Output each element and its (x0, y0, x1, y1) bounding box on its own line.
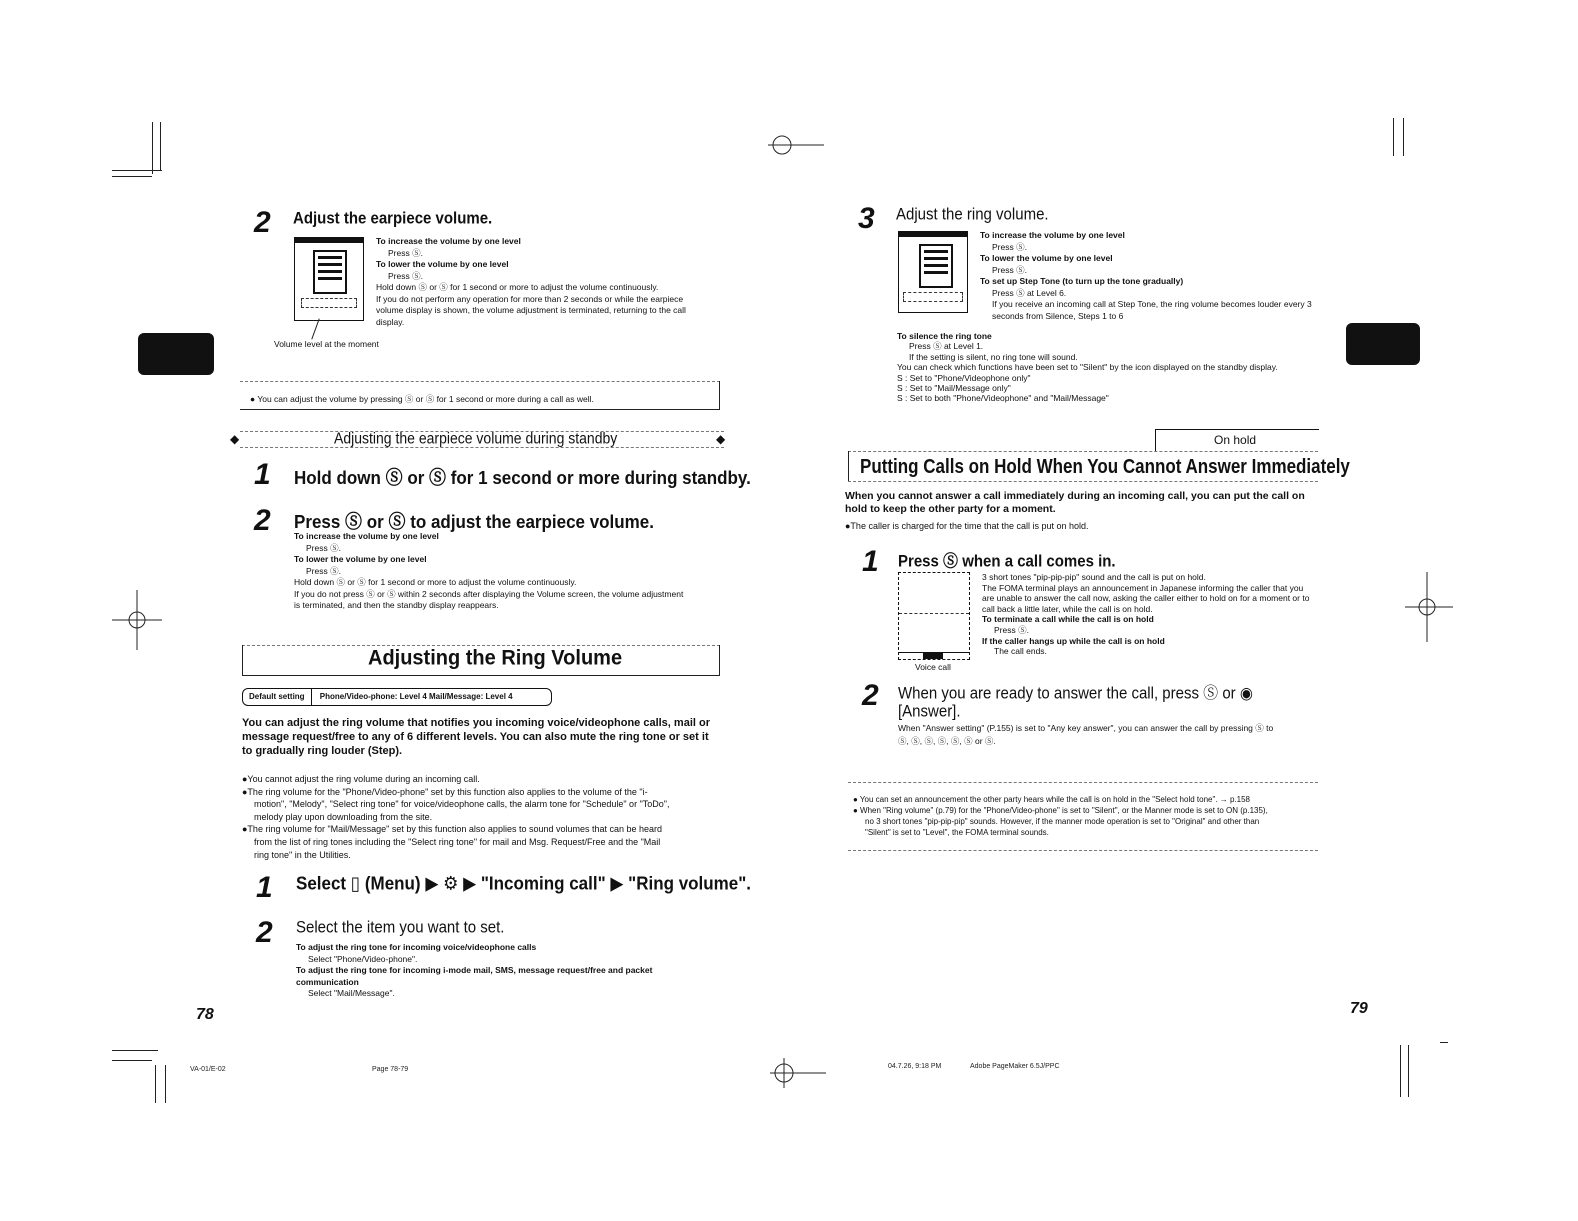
detail-line: To set up Step Tone (to turn up the tone gradually) (980, 276, 1184, 286)
detail-line: is terminated, and then the standby display reappears. (294, 600, 499, 610)
detail-line: If the caller hangs up while the call is on hold (982, 635, 1165, 646)
detail-line: Press Ⓢ. (992, 264, 1027, 275)
detail-line: Select "Mail/Message". (308, 988, 395, 998)
default-setting-box (242, 688, 552, 706)
step-heading: Hold down Ⓢ or Ⓢ for 1 second or more during standby. (294, 467, 751, 489)
crop-mark (112, 176, 152, 177)
index-tag (1155, 429, 1319, 452)
intro-paragraph: When you cannot answer a call immediately during an incoming call, you can put the call on hold to keep the other party for a moment. (845, 490, 1305, 515)
detail-line: To adjust the ring tone for incoming i-mode mail, SMS, message request/free and packet (296, 965, 653, 975)
step-heading: Adjust the earpiece volume. (293, 209, 493, 228)
crop-mark (112, 170, 162, 171)
step-note: Ⓢ, Ⓢ, Ⓢ, Ⓢ, Ⓢ, Ⓢ or Ⓢ. (898, 736, 996, 746)
bullet-item: ●The ring volume for "Mail/Message" set by this function also applies to sound volumes that can be heard (242, 824, 663, 835)
step-number: 2 (256, 916, 273, 949)
step-heading: Press Ⓢ or Ⓢ to adjust the earpiece volume. (294, 511, 654, 533)
detail-line: The call ends. (994, 646, 1047, 657)
section-rule (240, 447, 724, 448)
bullet-item: melody play upon downloading from the site. (254, 811, 433, 822)
crop-mark (1408, 1045, 1409, 1097)
detail-line: If you do not perform any operation for more than 2 seconds or while the earpiece (376, 293, 684, 304)
bullet-list (242, 773, 669, 861)
detail-line: Press Ⓢ. (388, 270, 423, 281)
step-heading: Select the item you want to set. (296, 918, 505, 937)
phone-screen-image (898, 231, 968, 313)
crop-mark (1440, 1042, 1448, 1043)
section-title: Adjusting the Ring Volume (368, 646, 623, 670)
detail-line: S : Set to "Mail/Message only" (897, 383, 1011, 394)
detail-line: If you receive an incoming call at Step Tone, the ring volume becomes louder every 3 (992, 299, 1312, 309)
detail-line: display. (376, 316, 405, 327)
registration-mark (1405, 572, 1455, 642)
memo-note: "Silent" is set to "Level", the FOMA terminal sounds. (865, 828, 1049, 837)
detail-line: To increase the volume by one level (294, 531, 439, 541)
detail-line: Press Ⓢ. (306, 542, 341, 553)
crop-mark (155, 1065, 156, 1103)
section-title: Adjusting the earpiece volume during standby (334, 429, 618, 447)
detail-line: volume display is shown, the volume adjustment is terminated, returning to the call (376, 305, 686, 315)
section-rule (242, 645, 243, 675)
footer-application: Adobe PageMaker 6.5J/PPC (970, 1063, 1060, 1070)
detail-line: Press Ⓢ. (306, 565, 341, 576)
page-number: 78 (196, 1006, 214, 1023)
registration-mark (768, 132, 824, 158)
detail-line: Press Ⓢ at Level 1. (909, 341, 984, 352)
detail-line: To terminate a call while the call is on hold (982, 614, 1154, 625)
step-note: When "Answer setting" (P.155) is set to "Any key answer", you can answer the call by pressing Ⓢ to (898, 723, 1274, 733)
silence-details (897, 331, 1278, 404)
memo-note: ● You can adjust the volume by pressing Ⓢ or Ⓢ for 1 second or more during a call as well. (250, 394, 594, 404)
footer-filename: VA-01/E-02 (190, 1066, 226, 1073)
step-number: 2 (254, 504, 271, 537)
step-details (376, 236, 686, 328)
step-heading: Press Ⓢ when a call comes in. (898, 552, 1116, 571)
detail-line: If the setting is silent, no ring tone will sound. (909, 351, 1078, 362)
step-details (982, 572, 1309, 657)
intro-paragraph: You can adjust the ring volume that notifies you incoming voice/videophone calls, mail or message request/free to any of 6 different levels. You can also mute the ring tone or set it to gradually ring louder (Step). (242, 717, 710, 757)
bullet-item: motion", "Melody", "Select ring tone" for voice/videophone calls, the alarm tone for "Schedule" or "ToDo", (254, 799, 670, 810)
detail-line: S : Set to "Phone/Videophone only" (897, 372, 1031, 383)
step-heading: When you are ready to answer the call, press Ⓢ or ◉ (898, 684, 1253, 703)
step-heading: Select ▯ (Menu) ▶ ⚙ ▶ "Incoming call" ▶ "Ring volume". (296, 873, 751, 894)
phone-screen-image (294, 237, 364, 321)
note-border (240, 409, 720, 410)
detail-line: To lower the volume by one level (294, 554, 427, 564)
detail-line: call back a little later, while the call is on hold. (982, 603, 1153, 614)
detail-line: Select "Phone/Video-phone". (308, 953, 418, 964)
crop-mark (112, 1050, 158, 1051)
bullet-item: ●You cannot adjust the ring volume during an incoming call. (242, 774, 480, 784)
crop-mark (1403, 118, 1404, 156)
chapter-tab (1346, 323, 1420, 365)
note-border (240, 381, 720, 382)
detail-line: Press Ⓢ. (994, 624, 1029, 635)
detail-line: are unable to answer the call now, asking the caller either to hold on for a moment or to (982, 593, 1310, 604)
section-title: Putting Calls on Hold When You Cannot Answer Immediately (860, 455, 1350, 478)
detail-line: Hold down Ⓢ or Ⓢ for 1 second or more to adjust the volume continuously. (294, 577, 577, 587)
default-setting-label: Default setting (243, 689, 312, 705)
diamond-icon: ◆ (716, 432, 726, 446)
memo-note: ● When "Ring volume" (p.79) for the "Phone/Video-phone" is set to "Silent", or the Manner mode is set to ON (p.135), (853, 806, 1268, 815)
detail-line: If you do not press Ⓢ or Ⓢ within 2 seconds after displaying the Volume screen, the volume adjustment (294, 588, 684, 599)
note-border (719, 381, 720, 409)
registration-mark (112, 590, 162, 650)
detail-line: Press Ⓢ. (992, 241, 1027, 252)
phone-screen-image (898, 572, 970, 660)
diamond-icon: ◆ (230, 432, 240, 446)
step-number: 1 (254, 458, 271, 491)
image-caption: Voice call (915, 662, 951, 672)
step-heading: Adjust the ring volume. (896, 205, 1049, 224)
bullet-item: from the list of ring tones including the "Select ring tone" for mail and Msg. Request/Free and the "Mail (254, 836, 661, 847)
detail-line: To adjust the ring tone for incoming voice/videophone calls (296, 942, 537, 952)
footer-timestamp: 04.7.26, 9:18 PM (888, 1063, 942, 1070)
detail-line: Hold down Ⓢ or Ⓢ for 1 second or more to adjust the volume continuously. (376, 282, 659, 292)
memo-note: no 3 short tones "pip-pip-pip" sounds. However, if the manner mode operation is set to "Original" and other than (865, 817, 1260, 826)
section-rule (719, 645, 720, 675)
section-rule (242, 675, 720, 676)
crop-mark (1400, 1045, 1401, 1097)
section-rule (848, 481, 1318, 482)
section-rule (848, 451, 849, 481)
step-number: 1 (256, 871, 273, 904)
crop-mark (1393, 118, 1394, 156)
bullet-item: ●The caller is charged for the time that the call is put on hold. (845, 521, 1089, 531)
detail-line: Press Ⓢ at Level 6. (992, 287, 1067, 298)
note-border (848, 782, 1318, 783)
step-number: 3 (858, 202, 875, 235)
section-rule (848, 451, 1318, 452)
detail-line: Press Ⓢ. (388, 247, 423, 258)
index-tag-label: On hold (1214, 433, 1257, 447)
bullet-item: ●The ring volume for the "Phone/Video-phone" set by this function also applies to the volume of the "i- (242, 786, 648, 797)
detail-line: communication (296, 976, 359, 987)
step-details (294, 531, 683, 612)
detail-line: To increase the volume by one level (376, 236, 521, 246)
crop-mark (152, 122, 153, 174)
detail-line: The FOMA terminal plays an announcement in Japanese informing the caller that you (982, 582, 1304, 593)
detail-line: To lower the volume by one level (980, 253, 1113, 263)
page-number: 79 (1350, 1000, 1368, 1017)
detail-line: To silence the ring tone (897, 331, 992, 341)
chapter-tab (138, 333, 214, 375)
step-details (980, 230, 1312, 322)
footer-pages: Page 78-79 (372, 1066, 409, 1073)
step-number: 2 (862, 679, 879, 712)
crop-mark (112, 1060, 152, 1061)
detail-line: To increase the volume by one level (980, 230, 1125, 240)
detail-line: You can check which functions have been set to "Silent" by the icon displayed on the standby display. (897, 362, 1278, 373)
step-number: 1 (862, 545, 879, 578)
crop-mark (160, 122, 161, 170)
detail-line: To lower the volume by one level (376, 259, 509, 269)
detail-line: S : Set to both "Phone/Videophone" and "Mail/Message" (897, 393, 1109, 404)
crop-mark (165, 1065, 166, 1103)
detail-line: seconds from Silence, Steps 1 to 6 (992, 310, 1124, 321)
step-number: 2 (254, 206, 271, 239)
image-caption: Volume level at the moment (274, 339, 379, 349)
step-heading: [Answer]. (898, 702, 961, 721)
detail-line: 3 short tones "pip-pip-pip" sound and the call is put on hold. (982, 572, 1206, 582)
default-setting-value: Phone/Video-phone: Level 4 Mail/Message: Level 4 (319, 692, 513, 701)
memo-notes (853, 794, 1268, 838)
registration-mark (770, 1058, 826, 1088)
bullet-item: ring tone" in the Utilities. (254, 849, 351, 860)
memo-note: ● You can set an announcement the other party hears while the call is on hold in the "Select hold tone". → p.158 (853, 795, 1250, 804)
step-details (296, 942, 652, 1000)
note-border (848, 850, 1318, 851)
